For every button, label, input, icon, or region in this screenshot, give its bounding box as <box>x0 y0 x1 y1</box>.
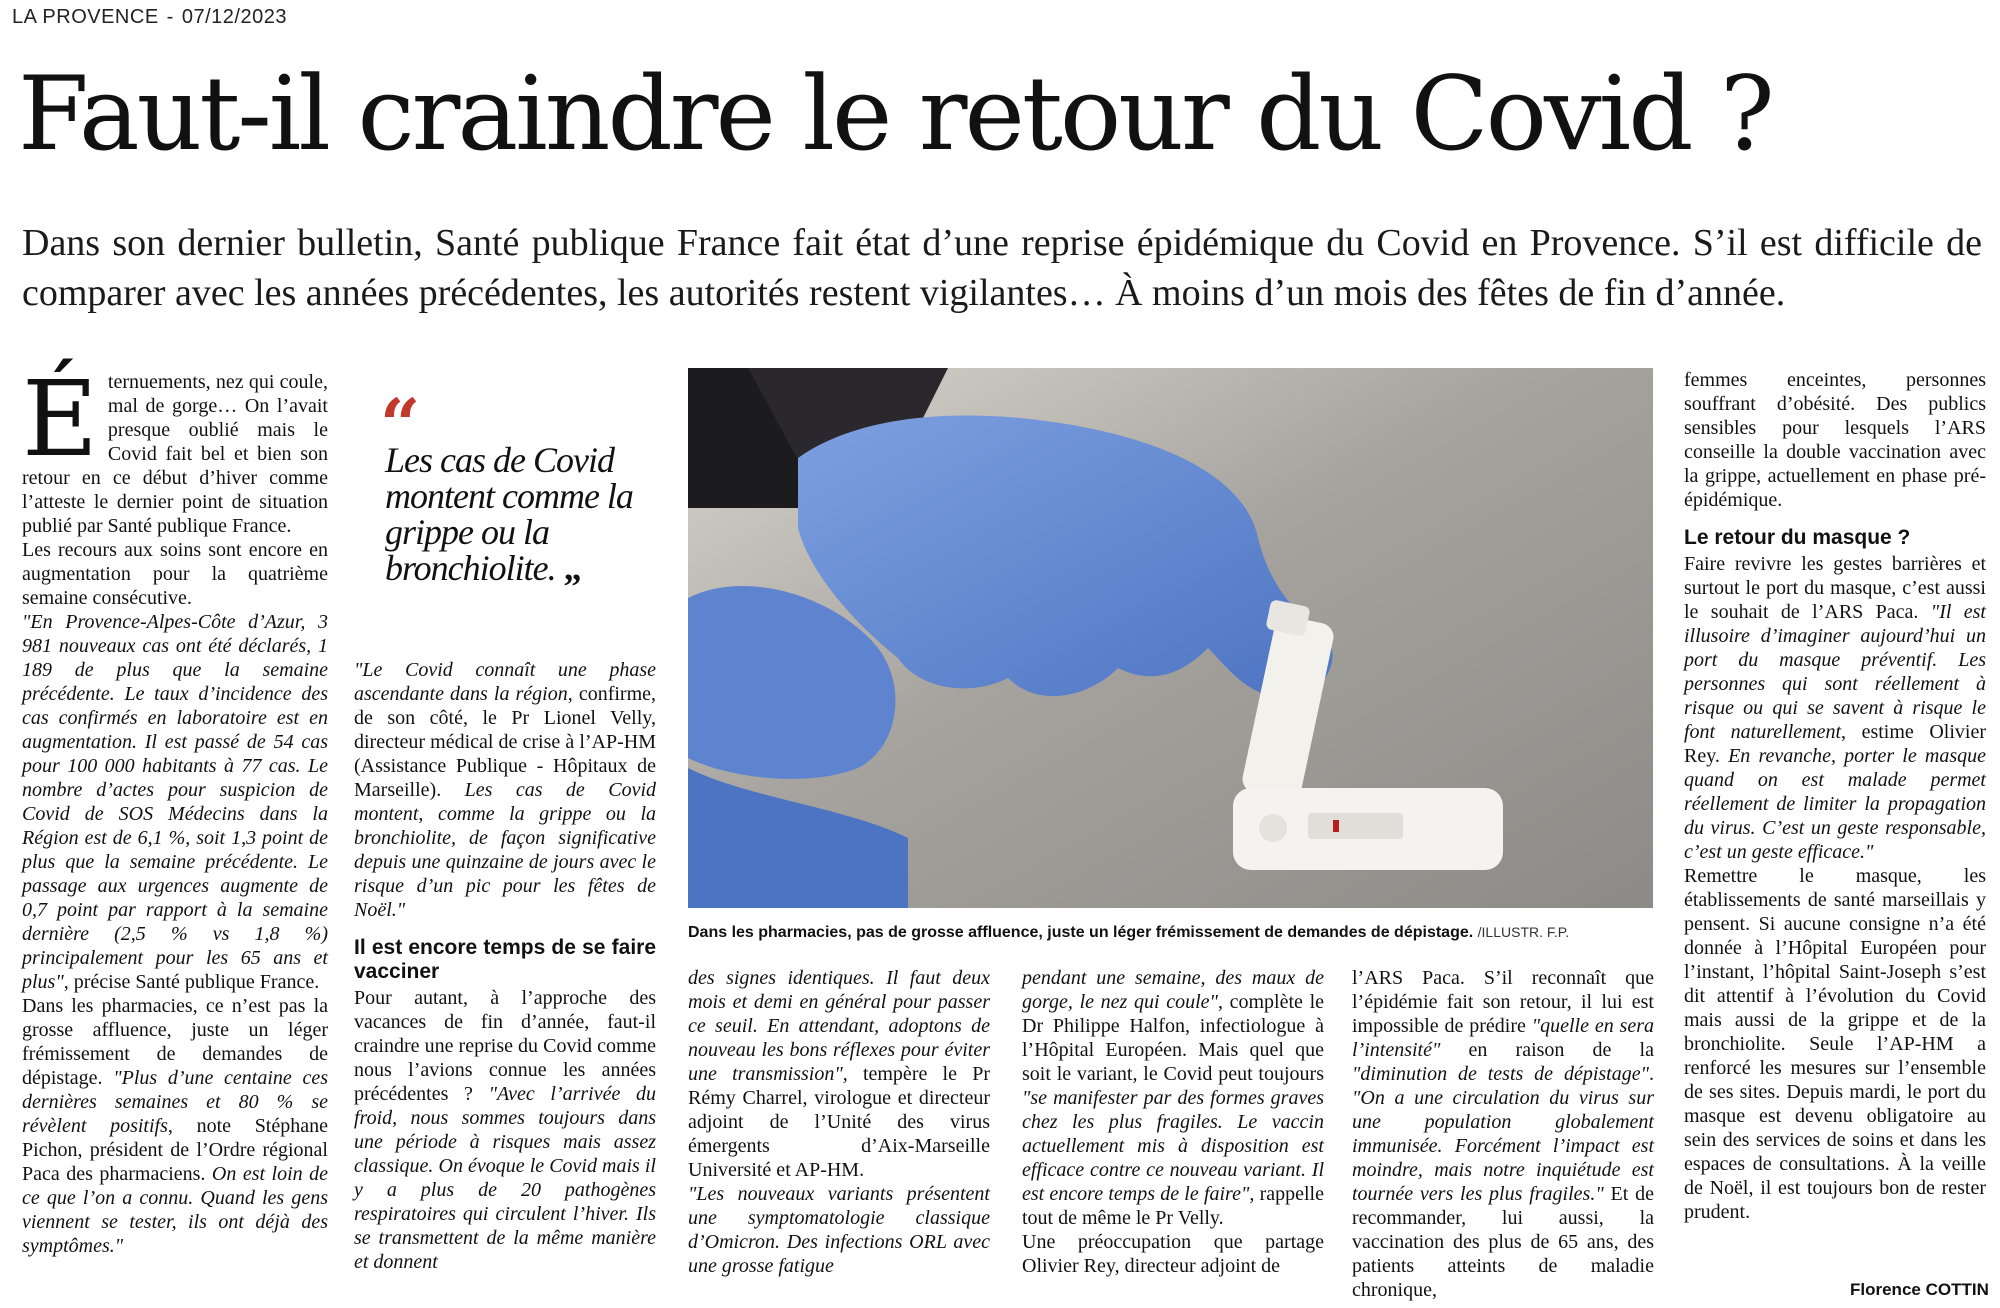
byline: Florence COTTIN <box>1850 1280 1989 1299</box>
paragraph: Dans les pharmacies, ce n’est pas la grosse affluence, juste un léger frémissement de demandes de dépistage. "Plus d’une centaine ces dernières semaines et 80 % se révèlent positifs, note Stéphane Pichon, président de l’Ordre régional Paca des pharmaciens. On est loin de ce que l’on a connu. Quand les gens viennent se tester, ils ont déjà des symptômes." <box>22 995 328 1257</box>
quote-text: pendant une semaine, des maux de gorge, le nez qui coule" <box>1022 967 1324 1013</box>
quote-text: Les cas de Covid montent, comme la grippe ou la bronchiolite, de façon significative depuis une quinzaine de jours avec le risque d’un pic pour les fêtes de Noël." <box>354 779 656 921</box>
article-column-5 <box>1352 966 1654 1302</box>
pull-quote <box>385 442 655 586</box>
quote-text: des signes identiques. Il faut deux mois et demi en général pour passer ce seuil. En attendant, adoptons de nouveau les bons réflexes pour éviter une transmission" <box>688 967 990 1085</box>
publication-date: 07/12/2023 <box>181 6 287 28</box>
article-photo <box>688 368 1653 908</box>
quote-text: "Le Covid connaît une phase ascendante dans la région <box>354 659 656 705</box>
paragraph: "En Provence-Alpes-Côte d’Azur, 3 981 nouveaux cas ont été déclarés, 1 189 de plus que la semaine précédente. Le taux d’incidence des cas confirmés en laboratoire est en augmentation. Il est passé de 54 cas pour 100 000 habitants à 77 cas. Le nombre d’actes pour suspicion de Covid de SOS Médecins dans la Région est de 6,1 %, soit 1,3 point de plus que la semaine précédente. Le passage aux urgences augmente de 0,7 point par rapport à la semaine dernière (2,5 % vs 1,8 %) principalement pour les 65 ans et plus", précise Santé publique France. <box>22 611 328 993</box>
rapid-test-illustration <box>688 368 1653 908</box>
masthead-separator: - <box>166 6 174 28</box>
paragraph: Éternuements, nez qui coule, mal de gorge… On l’avait presque oublié mais le Covid fait bel et bien son retour en ce début d’hiver comme l’atteste le dernier point de situation publié par Santé publique France. <box>22 358 328 537</box>
paragraph: femmes enceintes, personnes souffrant d’obésité. Des publics sensibles pour lesquels l’ARS conseille la double vaccination avec la grippe, actuellement en phase pré-épidémique. <box>1684 369 1986 511</box>
quote-text: En revanche, porter le masque quand on est malade permet réellement de limiter la propagation du virus. C’est un geste responsable, c’est un geste efficace." <box>1684 745 1986 863</box>
paragraph: l’ARS Paca. S’il reconnaît que l’épidémie fait son retour, il lui est impossible de prédire "quelle en sera l’intensité" en raison de la "diminution de tests de dépistage". "On a une circulation du virus sur une population globalement immunisée. Forcément l’impact est moindre, mais notre inquiétude est tournée vers les plus fragiles." Et de recommander, lui aussi, la vaccination des plus de 65 ans, des patients atteints de maladie chronique, <box>1352 967 1655 1301</box>
quote-text: "Avec l’arrivée du froid, nous sommes toujours dans une période à risques mais assez classique. On évoque le Covid mais il y a plus de 20 pathogènes respiratoires qui circulent l’hiver. Ils se transmettent de la même manière et donnent <box>354 1083 656 1273</box>
paragraph: Pour autant, à l’approche des vacances de fin d’année, faut-il craindre une reprise du Covid comme nous l’avions connue les années précédentes ? "Avec l’arrivée du froid, nous sommes toujours dans une période à risques mais assez classique. On évoque le Covid mais il y a plus de 20 pathogènes respiratoires qui circulent l’hiver. Ils se transmettent de la même manière et donnent <box>354 987 656 1273</box>
drop-cap: É <box>22 358 98 480</box>
pull-quote-text: Les cas de Covid montent comme la grippe ou la bronchiolite. <box>385 440 633 588</box>
quote-text: "quelle en sera l’intensité" <box>1352 1015 1654 1061</box>
quote-text: "On a une circulation du virus sur une population globalement immunisée. Forcément l’impact est moindre, mais notre inquiétude est tournée vers les plus fragiles." <box>1352 1087 1654 1205</box>
paragraph: "Le Covid connaît une phase ascendante dans la région, confirme, de son côté, le Pr Lionel Velly, directeur médical de crise à l’AP-HM (Assistance Publique - Hôpitaux de Marseille). Les cas de Covid montent, comme la grippe ou la bronchiolite, de façon significative depuis une quinzaine de jours avec le risque d’un pic pour les fêtes de Noël." <box>354 659 657 921</box>
lede: Dans son dernier bulletin, Santé publique France fait état d’une reprise épidémique du Covid en Provence. S’il est difficile de comparer avec les années précédentes, les autorités restent vigilantes… À moins d’un mois des fêtes de fin d’année. <box>22 222 1982 314</box>
quote-text: "Il est illusoire d’imaginer aujourd’hui un port du masque préventif. Les personnes qui sont réellement à risque ou qui se savent à risque le font naturellement <box>1684 601 1986 743</box>
paragraph: Les recours aux soins sont encore en augmentation pour la quatrième semaine consécutive. <box>22 539 328 609</box>
paragraph: des signes identiques. Il faut deux mois et demi en général pour passer ce seuil. En attendant, adoptons de nouveau les bons réflexes pour éviter une transmission", tempère le Pr Rémy Charrel, virologue et directeur adjoint de l’Unité des virus émergents d’Aix-Marseille Université et AP-HM. <box>688 967 990 1181</box>
photo-caption <box>688 922 1663 943</box>
paragraph: pendant une semaine, des maux de gorge, le nez qui coule", complète le Dr Philippe Halfon, infectiologue à l’Hôpital Européen. Mais quel que soit le variant, le Covid peut toujours "se manifester par des formes graves chez les plus fragiles. Le vaccin actuellement mis à disposition est efficace contre ce nouveau variant. Il est encore temps de le faire", rappelle tout de même le Pr Velly. <box>1022 967 1324 1229</box>
article-column-4 <box>1022 966 1324 1278</box>
article-column-2 <box>354 658 656 1274</box>
caption-text: Dans les pharmacies, pas de grosse affluence, juste un léger frémissement de demandes de dépistage. <box>688 924 1474 941</box>
section-heading: Le retour du masque ? <box>1684 526 1911 549</box>
paragraph: Faire revivre les gestes barrières et surtout le port du masque, c’est aussi le souhait de l’ARS Paca. "Il est illusoire d’imaginer aujourd’hui un port du masque préventif. Les personnes qui sont réellement à risque ou qui se savent à risque le font naturellement, estime Olivier Rey. En revanche, porter le masque quand on est malade permet réellement de limiter la propagation du virus. C’est un geste responsable, c’est un geste efficace." <box>1684 553 1986 863</box>
quote-text: "diminution de tests de dépistage" <box>1352 1063 1649 1085</box>
article-column-3 <box>688 966 990 1278</box>
masthead <box>12 6 287 29</box>
paragraph: Une préoccupation que partage Olivier Rey, directeur adjoint de <box>1022 1231 1324 1277</box>
closing-quote-mark: „ <box>563 548 581 588</box>
section-heading: Il est encore temps de se faire vacciner <box>354 936 656 983</box>
quote-text: "se manifester par des formes graves chez les plus fragiles. Le vaccin actuellement mis à disposition est efficace contre ce nouveau variant. Il est encore temps de le faire" <box>1022 1087 1324 1205</box>
quote-text: "Plus d’une centaine ces dernières semaines et 80 % se révèlent positifs <box>22 1067 328 1137</box>
quote-text: On est loin de ce que l’on a connu. Quand les gens viennent se tester, ils ont déjà des symptômes." <box>22 1163 328 1257</box>
quote-text: "En Provence-Alpes-Côte d’Azur, 3 981 nouveaux cas ont été déclarés, 1 189 de plus que la semaine précédente. Le taux d’incidence des cas confirmés en laboratoire est en augmentation. Il est passé de 54 cas pour 100 000 habitants à 77 cas. Le nombre d’actes pour suspicion de Covid de SOS Médecins dans la Région est de 6,1 %, soit 1,3 point de plus que la semaine précédente. Le passage aux urgences augmente de 0,7 point par rapport à la semaine dernière (2,5 % vs 1,8 %) principalement pour les 65 ans et plus" <box>22 611 328 993</box>
quote-mark-icon: “ <box>380 383 421 466</box>
paragraph: Remettre le masque, les établissements de santé marseillais y pensent. Si aucune consigne n’a été donnée à l’Hôpital Européen pour l’instant, l’hôpital Saint-Joseph s’est dit attentif à l’évolution du Covid mais aussi de la grippe et de la bronchiolite. Seule l’AP-HM a renforcé les mesures sur l’ensemble de ses sites. Depuis mardi, le port du masque est devenu obligatoire au sein des services de soins et dans les espaces de consultations. À la veille de Noël, il est toujours bon de rester prudent. <box>1684 865 1986 1223</box>
article-column-6 <box>1684 368 1986 1224</box>
headline: Faut-il craindre le retour du Covid ? <box>18 55 1772 174</box>
photo-credit: /ILLUSTR. F.P. <box>1477 924 1570 940</box>
article-column-1 <box>22 358 328 1258</box>
quote-text: "Les nouveaux variants présentent une symptomatologie classique d’Omicron. Des infections ORL avec une grosse fatigue <box>688 1183 990 1277</box>
publication-name: LA PROVENCE <box>12 6 159 28</box>
